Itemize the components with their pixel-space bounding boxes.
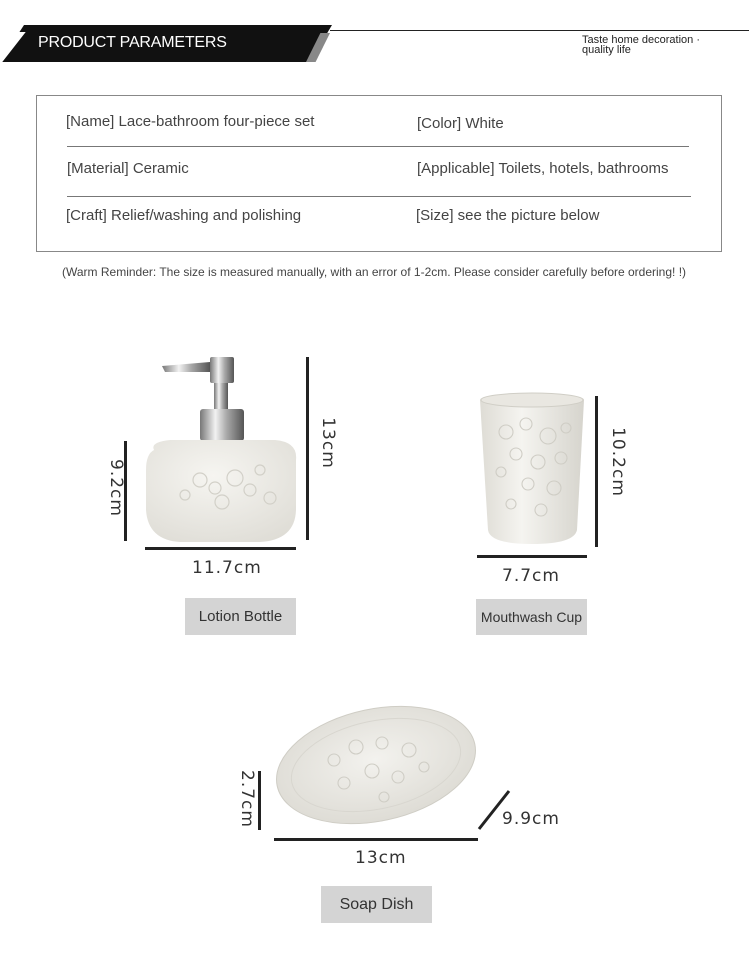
header-rule [330, 30, 749, 31]
param-divider [67, 146, 689, 147]
param-applicable: [Applicable] Toilets, hotels, bathrooms [417, 160, 669, 177]
lotion-body-height-label: 9.2cm [105, 459, 126, 517]
mouthwash-cup-label: Mouthwash Cup [476, 599, 587, 635]
cup-height-label: 10.2cm [607, 427, 628, 497]
lotion-bottle-image [140, 350, 305, 545]
warm-reminder: (Warm Reminder: The size is measured manually, with an error of 1-2cm. Please consider carefully before ordering! !) [62, 265, 687, 279]
param-divider [67, 196, 691, 197]
param-craft: [Craft] Relief/washing and polishing [66, 207, 302, 224]
dimension-line [595, 396, 598, 547]
param-color: [Color] White [417, 115, 504, 132]
param-name: [Name] Lace-bathroom four-piece set [66, 113, 315, 130]
dish-width-label: 13cm [355, 848, 407, 868]
soap-dish-label: Soap Dish [321, 886, 432, 923]
param-material: [Material] Ceramic [67, 160, 189, 177]
lotion-bottle-label: Lotion Bottle [185, 598, 296, 635]
dish-height-label: 2.7cm [236, 770, 257, 828]
dish-depth-label: 9.9cm [502, 809, 560, 829]
soap-dish-image [274, 705, 479, 830]
mouthwash-cup-image [476, 392, 588, 547]
dimension-line [258, 771, 261, 830]
dimension-line [306, 357, 309, 540]
lotion-height-label: 13cm [317, 417, 338, 469]
param-size: [Size] see the picture below [416, 207, 600, 224]
lotion-width-label: 11.7cm [192, 558, 262, 578]
page-title: PRODUCT PARAMETERS [38, 34, 227, 51]
dimension-line [145, 547, 296, 550]
tagline: Taste home decoration · quality life [582, 34, 701, 56]
cup-width-label: 7.7cm [502, 566, 560, 586]
dimension-line [274, 838, 478, 841]
dimension-line [477, 555, 587, 558]
